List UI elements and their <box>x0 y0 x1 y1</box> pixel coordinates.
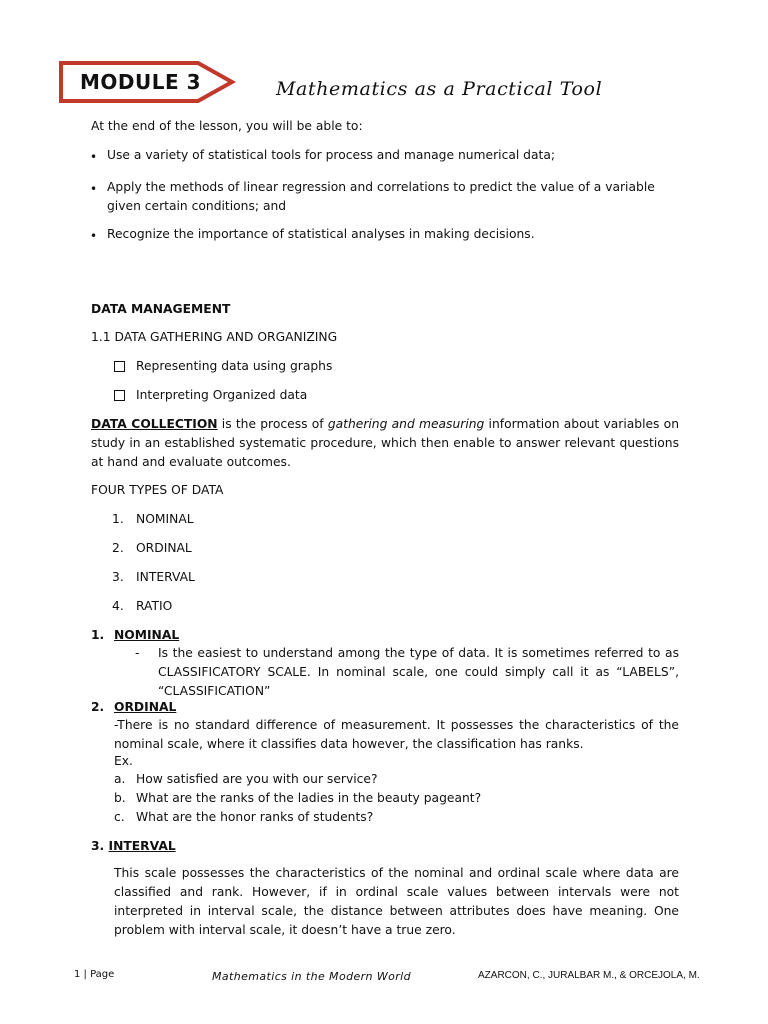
data-collection-term: DATA COLLECTION <box>91 417 218 431</box>
example-text: How satisfied are you with our service? <box>136 772 378 786</box>
paragraph-text: is the process of <box>217 417 328 431</box>
types-heading: FOUR TYPES OF DATA <box>91 483 224 497</box>
objective-item: Recognize the importance of statistical analyses in making decisions. <box>107 227 535 241</box>
interval-title-text: 3. INTERVAL <box>91 839 176 853</box>
interval-title <box>91 837 176 856</box>
interval-title-word: INTERVAL <box>108 839 176 853</box>
type-number: 2. <box>112 541 124 555</box>
bullet-icon: • <box>90 150 98 164</box>
section-subheading: 1.1 DATA GATHERING AND ORGANIZING <box>91 330 338 344</box>
objective-item: Use a variety of statistical tools for process and manage numerical data; <box>107 148 556 162</box>
page-number: 1 | Page <box>74 969 115 980</box>
ordinal-text: -There is no standard difference of measurement. It possesses the characteristics of the nominal scale, where it classifies data however, the classification has ranks. <box>114 718 679 751</box>
type-label: INTERVAL <box>136 570 195 584</box>
type-label: ORDINAL <box>136 541 192 555</box>
type-number: 4. <box>112 599 124 613</box>
example-label: Ex. <box>114 754 133 768</box>
example-letter: b. <box>114 791 126 805</box>
checkbox-icon <box>114 390 125 401</box>
ordinal-title: ORDINAL <box>114 700 177 714</box>
bullet-icon: • <box>90 229 98 243</box>
type-label: NOMINAL <box>136 512 194 526</box>
type-label: RATIO <box>136 599 173 613</box>
example-letter: c. <box>114 810 125 824</box>
example-text: What are the ranks of the ladies in the beauty pageant? <box>136 791 482 805</box>
nominal-text: Is the easiest to understand among the type of data. It is sometimes referred to as CLASSIFICATORY SCALE. In nominal scale, one could simply call it as “LABELS”, “CLASSIFICATION” <box>158 646 679 698</box>
checkbox-icon <box>114 361 125 372</box>
course-name: Mathematics in the Modern World <box>212 970 411 983</box>
example-letter: a. <box>114 772 126 786</box>
checklist-item: Interpreting Organized data <box>136 388 308 402</box>
nominal-number: 1. <box>91 628 105 642</box>
objective-item: Apply the methods of linear regression and correlations to predict the value of a variable given certain conditions; and <box>107 180 655 213</box>
checklist-item: Representing data using graphs <box>136 359 333 373</box>
authors: AZARCON, C., JURALBAR M., & ORCEJOLA, M. <box>478 970 700 981</box>
type-number: 1. <box>112 512 124 526</box>
interval-text: This scale possesses the characteristics of the nominal and ordinal scale where data are classified and rank. However, if in ordinal scale values between intervals were not interpreted in interval scale, the distance between attributes does have meaning. One problem with interval scale, it doesn’t have a true zero. <box>114 866 679 937</box>
module-title: Mathematics as a Practical Tool <box>276 78 603 100</box>
nominal-title: NOMINAL <box>114 628 180 642</box>
section-heading: DATA MANAGEMENT <box>91 302 231 316</box>
emphasis-text: gathering and measuring <box>327 417 485 431</box>
data-collection-paragraph <box>91 415 679 472</box>
dash-marker: - <box>135 646 140 660</box>
ordinal-number: 2. <box>91 700 105 714</box>
module-label: MODULE 3 <box>80 70 202 94</box>
example-text: What are the honor ranks of students? <box>136 810 374 824</box>
intro-lead: At the end of the lesson, you will be able to: <box>91 119 363 133</box>
type-number: 3. <box>112 570 124 584</box>
paragraph-text: information about variables on study in an established systematic procedure, which then enable to answer relevant questions at hand and evaluate outcomes. <box>91 417 680 469</box>
bullet-icon: • <box>90 182 98 196</box>
